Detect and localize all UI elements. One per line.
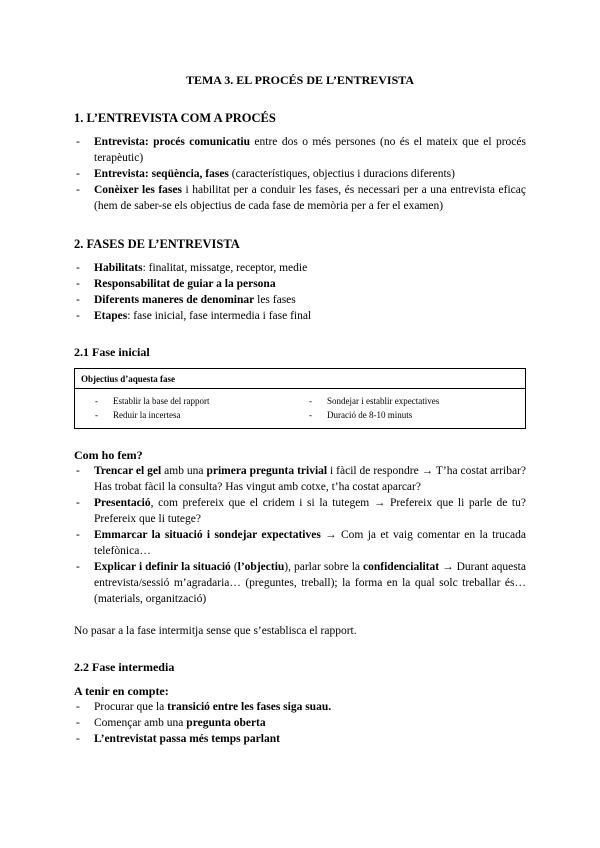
consider-list — [74, 699, 526, 747]
objectives-box — [74, 368, 526, 429]
objective-item: - Duració de 8-10 minuts — [305, 408, 519, 422]
subsection-heading: 2.1 Fase inicial — [74, 345, 150, 359]
how-list — [74, 463, 526, 607]
objective-item: - Establir la base del rapport — [91, 394, 305, 408]
objectives-right-column — [305, 394, 519, 422]
list-item: - Diferents maneres de denominar les fases — [74, 292, 526, 308]
list-item: - Procurar que la transició entre les fases siga suau. — [74, 699, 526, 715]
objective-item: - Sondejar i establir expectatives — [305, 394, 519, 408]
how-heading: Com ho fem? — [74, 448, 143, 462]
list-item: - Habilitats: finalitat, missatge, receptor, medie — [74, 260, 526, 276]
list-item: - Presentació, com prefereix que el cridem i si la tutegem → Prefereix que li parle de tu? Prefereix que li tutege? — [74, 495, 526, 527]
list-item: - Emmarcar la situació i sondejar expectatives → Com ja et vaig comentar en la trucada telefònica… — [74, 527, 526, 559]
consider-heading: A tenir en compte: — [74, 684, 169, 698]
section-list — [74, 260, 526, 324]
list-item: - Explicar i definir la situació (l’objectiu), parlar sobre la confidencialitat → Durant aquesta entrevista/sessió m’agradaria… (preguntes, treball); la forma en la qual solc treballar és… (materials, organització) — [74, 559, 526, 607]
section-heading: 1. L’ENTREVISTA COM A PROCÉS — [74, 111, 276, 125]
objective-item: - Reduir la incertesa — [91, 408, 305, 422]
section-list — [74, 134, 526, 214]
list-item: - Entrevista: seqüència, fases (característiques, objectius i duracions diferents) — [74, 166, 526, 182]
list-item: - L’entrevistat passa més temps parlant — [74, 731, 526, 747]
list-item: - Entrevista: procés comunicatiu entre dos o més persones (no és el mateix que el procés terapèutic) — [74, 134, 526, 166]
subsection-heading: 2.2 Fase intermedia — [74, 660, 175, 674]
objectives-box-title: Objectius d’aquesta fase — [75, 369, 525, 389]
objectives-box-body — [75, 389, 525, 428]
list-item: - Conèixer les fases i habilitat per a conduir les fases, és necessari per a una entrevista eficaç (hem de saber-se els objectius de cada fase de memòria per a fer el examen) — [74, 182, 526, 214]
document-content — [74, 62, 526, 747]
list-item: - Començar amb una pregunta oberta — [74, 715, 526, 731]
list-item: - Trencar el gel amb una primera pregunta trivial i fàcil de respondre → T’ha costat arribar? Has trobat fàcil la consulta? Has vingut amb cotxe, t’ha costat aparcar? — [74, 463, 526, 495]
objectives-left-column — [91, 394, 305, 422]
section-heading: 2. FASES DE L’ENTREVISTA — [74, 237, 240, 251]
note-paragraph: No pasar a la fase intermitja sense que s’establisca el rapport. — [74, 625, 357, 637]
list-item: - Responsabilitat de guiar a la persona — [74, 276, 526, 292]
document-title: TEMA 3. EL PROCÉS DE L’ENTREVISTA — [185, 73, 415, 87]
list-item: - Etapes: fase inicial, fase intermedia i fase final — [74, 308, 526, 324]
